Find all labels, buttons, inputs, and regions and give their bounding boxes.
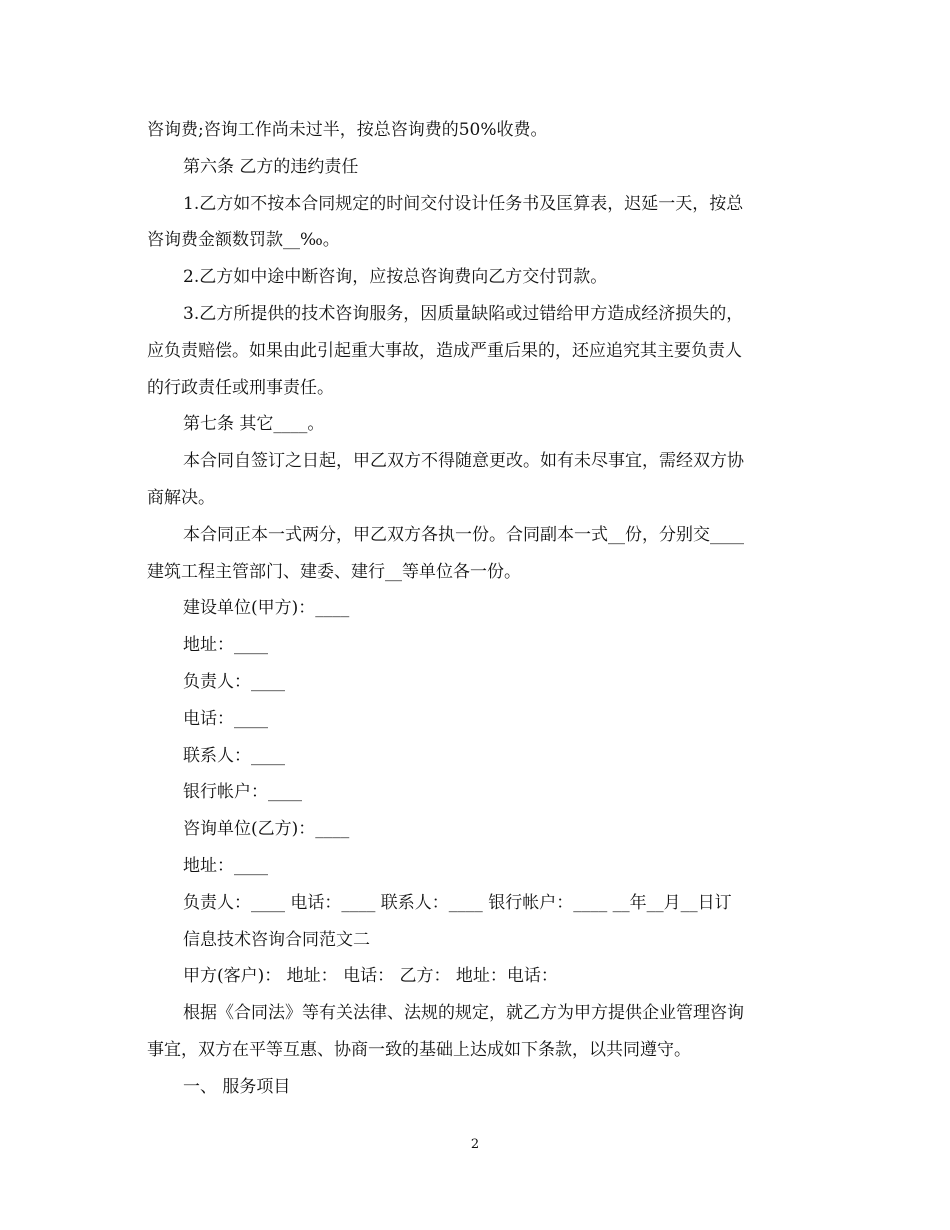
text-line: 2.乙方如中途中断咨询，应按总咨询费向乙方交付罚款。 [183,267,608,288]
text-line: 根据《合同法》等有关法律、法规的规定，就乙方为甲方提供企业管理咨询 [183,1003,744,1024]
text-line: 一、 服务项目 [183,1076,291,1097]
text-line: 本合同自签订之日起，甲乙双方不得随意更改。如有未尽事宜，需经双方协 [183,451,744,472]
text-line: 地址：____ [183,635,268,656]
text-line: 地址：____ [183,856,268,876]
text-line: 银行帐户：____ [183,782,302,803]
text-line: 商解决。 [147,488,215,508]
text-line: 建设单位(甲方)：____ [183,598,350,619]
text-line: 电话：____ [183,708,268,729]
text-line: 信息技术咨询合同范文二 [183,929,370,950]
text-line: 第六条 乙方的违约责任 [183,156,359,177]
text-line: 的行政责任或刑事责任。 [147,377,334,398]
page-number: 2 [470,1137,480,1152]
text-line: 负责人：____ 电话：____ 联系人：____ 银行帐户：____ __年__月__日订 [183,892,732,913]
text-line: 建筑工程主管部门、建委、建行__等单位各一份。 [147,561,521,582]
text-line: 联系人：____ [183,745,285,766]
text-line: 1.乙方如不按本合同规定的时间交付设计任务书及匡算表，迟延一天，按总 [183,193,744,214]
text-line: 事宜，双方在平等互惠、协商一致的基础上达成如下条款，以共同遵守。 [147,1040,691,1060]
text-line: 咨询费;咨询工作尚未过半，按总咨询费的50%收费。 [147,120,548,140]
text-line: 3.乙方所提供的技术咨询服务，因质量缺陷或过错给甲方造成经济损失的， [183,304,744,324]
text-line: 咨询单位(乙方)：____ [183,819,350,840]
text-line: 甲方(客户)： 地址： 电话： 乙方： 地址：电话： [183,966,558,987]
text-line: 本合同正本一式两分，甲乙双方各执一份。合同副本一式__份，分别交____ [183,524,744,545]
text-line: 第七条 其它____。 [183,414,325,435]
text-line: 咨询费金额数罚款__‰。 [147,230,340,251]
text-line: 应负责赔偿。如果由此引起重大事故，造成严重后果的，还应追究其主要负责人 [147,340,742,361]
text-line: 负责人：____ [183,672,285,692]
